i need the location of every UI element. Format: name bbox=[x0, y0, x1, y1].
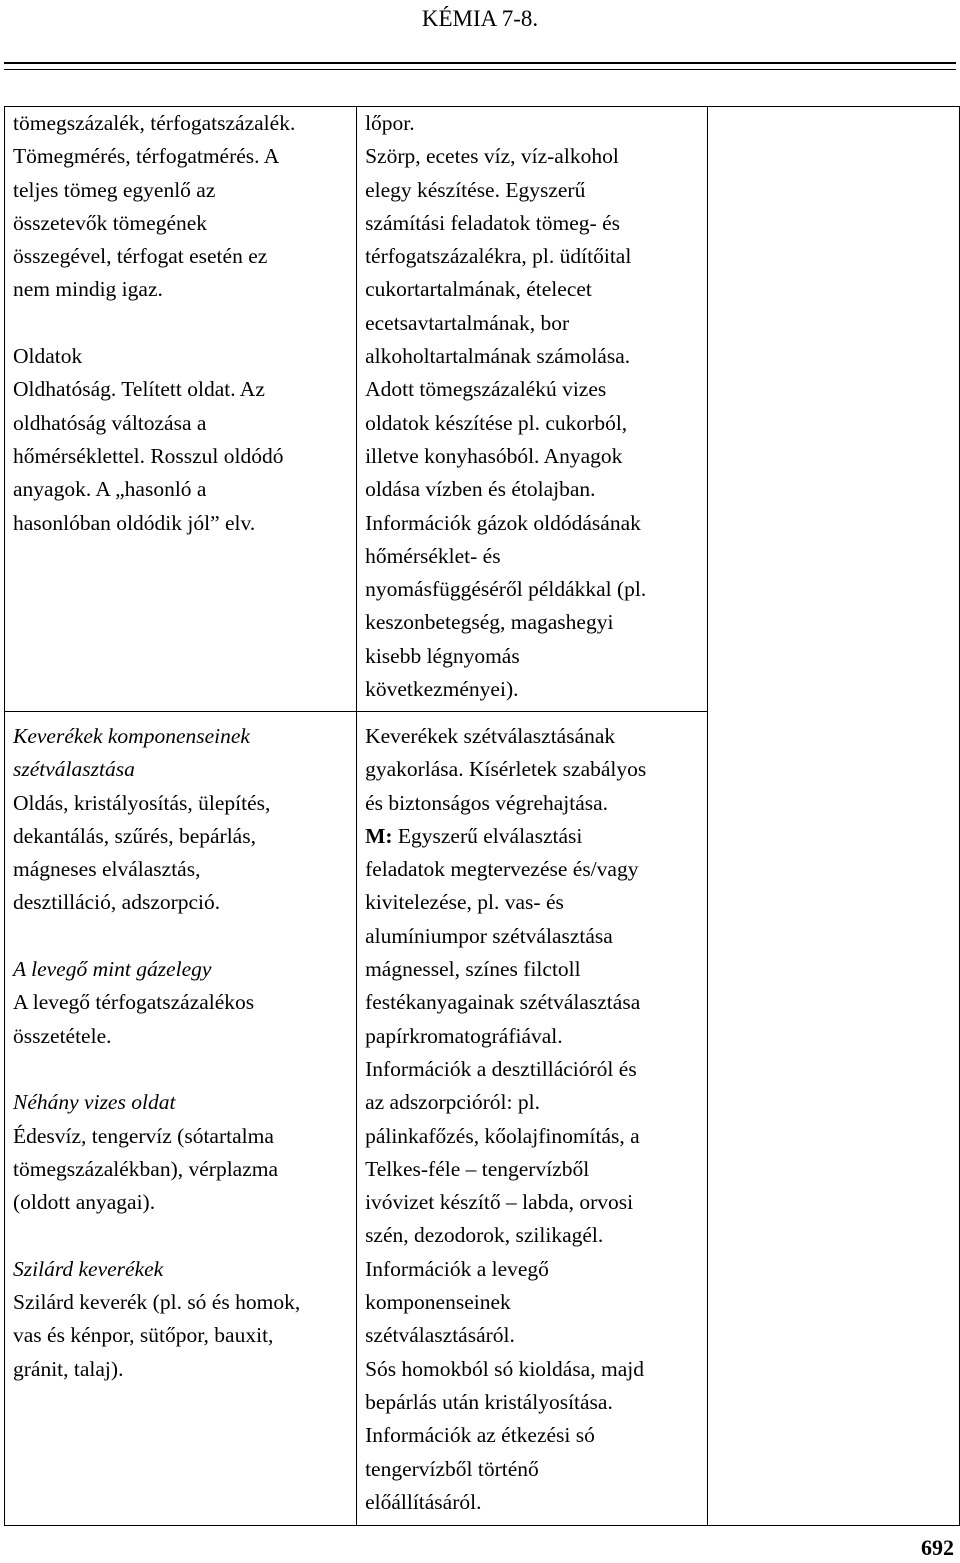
text-line: A levegő térfogatszázalékos bbox=[13, 990, 255, 1015]
text-line: festékanyagainak szétválasztása bbox=[365, 990, 641, 1015]
text-line: komponenseinek bbox=[365, 1290, 511, 1315]
page-header: KÉMIA 7-8. bbox=[421, 6, 539, 31]
text-line: mágnessel, színes filctoll bbox=[365, 957, 581, 982]
text-line: Információk az étkezési só bbox=[365, 1423, 595, 1448]
text-line: hasonlóban oldódik jól” elv. bbox=[13, 510, 256, 535]
row1-content-text bbox=[13, 107, 350, 540]
text-line: keszonbetegség, magashegyi bbox=[365, 610, 614, 635]
text-line: Édesvíz, tengervíz (sótartalma bbox=[13, 1123, 274, 1148]
text-line: kisebb légnyomás bbox=[365, 643, 520, 668]
text-line: Információk gázok oldódásának bbox=[365, 510, 641, 535]
text-line: Oldatok bbox=[13, 344, 83, 369]
text-line: desztilláció, adszorpció. bbox=[13, 890, 221, 915]
page-number: 692 bbox=[921, 1535, 954, 1560]
text-line: papírkromatográfiával. bbox=[365, 1023, 563, 1048]
table-row bbox=[5, 107, 960, 712]
m-label: M: bbox=[365, 823, 393, 848]
air-section-title: A levegő mint gázelegy bbox=[13, 957, 212, 982]
text-line: pálinkafőzés, kőolajfinomítás, a bbox=[365, 1123, 640, 1148]
text-line: lőpor. bbox=[365, 111, 415, 135]
text-line: Tömegmérés, térfogatmérés. A bbox=[13, 144, 280, 169]
air-text bbox=[13, 986, 350, 1053]
text-line: Szörp, ecetes víz, víz-alkohol bbox=[365, 144, 619, 169]
curriculum-table bbox=[4, 106, 960, 1526]
mixtures-section-title: Keverékek komponenseinek bbox=[13, 724, 250, 748]
text-line: következményei). bbox=[365, 677, 519, 702]
text-line: összetétele. bbox=[13, 1023, 112, 1048]
text-line: oldása vízben és étolajban. bbox=[365, 477, 596, 502]
text-line: Sós homokból só kioldása, majd bbox=[365, 1356, 644, 1381]
header-rule-thin bbox=[4, 69, 956, 70]
row2-content-cell bbox=[5, 712, 357, 1526]
text-line: mágneses elválasztás, bbox=[13, 857, 201, 882]
text-line: (oldott anyagai). bbox=[13, 1190, 156, 1215]
text-line: szén, dezodorok, szilikagél. bbox=[365, 1223, 604, 1248]
text-line: és biztonságos végrehajtása. bbox=[365, 790, 609, 815]
text-line: az adszorpcióról: pl. bbox=[365, 1090, 540, 1115]
text-line: összegével, térfogat esetén ez bbox=[13, 244, 268, 269]
text-line: hőmérséklet- és bbox=[365, 543, 501, 568]
text-line: nem mindig igaz. bbox=[13, 277, 163, 302]
text-line: hőmérséklettel. Rosszul oldódó bbox=[13, 443, 284, 468]
water-section-title: Néhány vizes oldat bbox=[13, 1090, 176, 1115]
notes-cell bbox=[708, 107, 960, 1526]
m-line bbox=[365, 820, 701, 853]
text-line: Szilárd keverék (pl. só és homok, bbox=[13, 1290, 301, 1315]
text-line: összetevők tömegének bbox=[13, 210, 208, 235]
solid-section-title: Szilárd keverékek bbox=[13, 1256, 164, 1281]
text-line: számítási feladatok tömeg- és bbox=[365, 210, 620, 235]
row2-activity-cell bbox=[357, 712, 708, 1526]
row2-activity-text-a bbox=[365, 720, 701, 820]
text-line: ivóvizet készítő – labda, orvosi bbox=[365, 1190, 634, 1215]
text-line: bepárlás után kristályosítása. bbox=[365, 1389, 613, 1414]
text-line: oldatok készítése pl. cukorból, bbox=[365, 410, 628, 435]
text-line: gránit, talaj). bbox=[13, 1356, 124, 1381]
text-line bbox=[13, 307, 350, 340]
header-rule-thick bbox=[4, 62, 956, 64]
text-line: illetve konyhasóból. Anyagok bbox=[365, 443, 623, 468]
text-line: Információk a levegő bbox=[365, 1256, 549, 1281]
mixtures-text bbox=[13, 787, 350, 920]
text-line: tömegszázalékban), vérplazma bbox=[13, 1156, 279, 1181]
text-line: oldhatóság változása a bbox=[13, 410, 207, 435]
text-line: Oldhatóság. Telített oldat. Az bbox=[13, 377, 265, 402]
text-line: dekantálás, szűrés, bepárlás, bbox=[13, 823, 256, 848]
text-line: szétválasztásáról. bbox=[365, 1323, 515, 1348]
row1-content-cell bbox=[5, 107, 357, 712]
text-line: Keverékek szétválasztásának bbox=[365, 724, 616, 748]
m-first-text: Egyszerű elválasztási bbox=[392, 823, 583, 848]
solid-text bbox=[13, 1286, 350, 1386]
mixtures-section-title-cont: szétválasztása bbox=[13, 757, 135, 782]
text-line: ecetsavtartalmának, bor bbox=[365, 310, 570, 335]
text-line: Oldás, kristályosítás, ülepítés, bbox=[13, 790, 271, 815]
row2-activity-text-b bbox=[365, 853, 701, 1519]
text-line: elegy készítése. Egyszerű bbox=[365, 177, 586, 202]
text-line: tengervízből történő bbox=[365, 1456, 539, 1481]
text-line: tömegszázalék, térfogatszázalék. bbox=[13, 111, 296, 135]
text-line: vas és kénpor, sütőpor, bauxit, bbox=[13, 1323, 274, 1348]
text-line: cukortartalmának, ételecet bbox=[365, 277, 592, 302]
text-line: teljes tömeg egyenlő az bbox=[13, 177, 216, 202]
text-line: alkoholtartalmának számolása. bbox=[365, 344, 631, 369]
row1-activity-text bbox=[365, 107, 701, 706]
text-line: alumíniumpor szétválasztása bbox=[365, 923, 613, 948]
text-line: kivitelezése, pl. vas- és bbox=[365, 890, 564, 915]
text-line: feladatok megtervezése és/vagy bbox=[365, 857, 639, 882]
text-line: térfogatszázalékra, pl. üdítőital bbox=[365, 244, 632, 269]
text-line: anyagok. A „hasonló a bbox=[13, 477, 207, 502]
text-line: Információk a desztillációról és bbox=[365, 1056, 637, 1081]
text-line: gyakorlása. Kísérletek szabályos bbox=[365, 757, 647, 782]
water-text bbox=[13, 1120, 350, 1220]
text-line: Telkes-féle – tengervízből bbox=[365, 1156, 590, 1181]
row1-activity-cell bbox=[357, 107, 708, 712]
text-line: előállításáról. bbox=[365, 1489, 482, 1514]
text-line: nyomásfüggéséről példákkal (pl. bbox=[365, 577, 647, 602]
text-line: Adott tömegszázalékú vizes bbox=[365, 377, 607, 402]
